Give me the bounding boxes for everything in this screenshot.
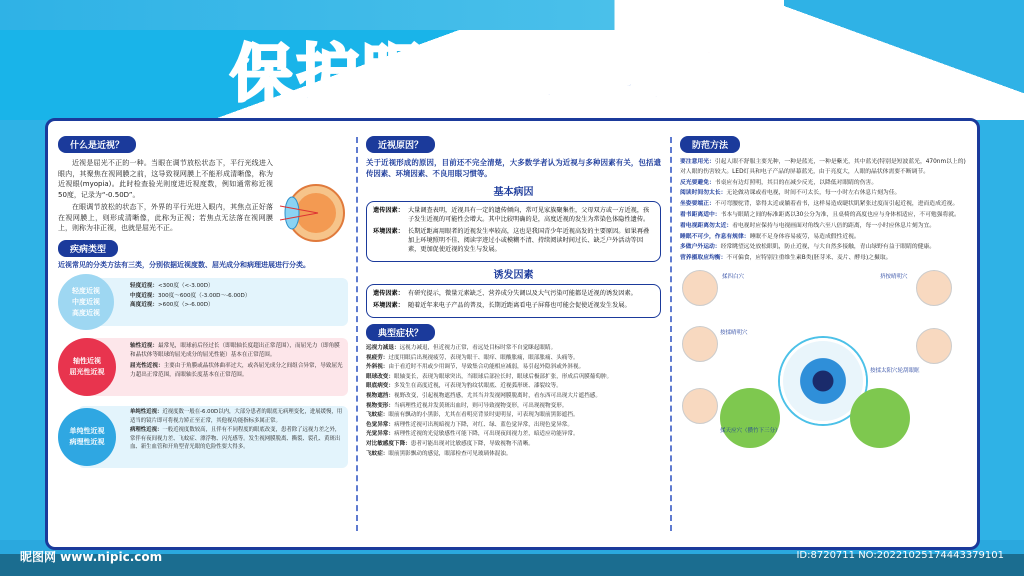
prevent-item	[680, 243, 970, 253]
symptom-item	[366, 430, 661, 440]
eye-icon	[278, 178, 348, 248]
symptom-name: 对比敏感度下降：	[366, 440, 411, 447]
basic-cause-item	[373, 227, 654, 254]
title-char: 护	[296, 37, 363, 110]
basic-cause-name: 环境因素：	[373, 228, 404, 235]
symptom-name: 飞蚊症：	[366, 412, 389, 419]
what-paragraph-2: 在眼调节放松的状态下，外界的平行光进入眼内，其焦点正好落在视网膜上，则形成清晰像，此称为正视；若焦点无法落在视网膜上，则称为非正视，也就是屈光不正。	[58, 203, 273, 232]
symptom-value: 病理性近视可出现暗视力下降，对红、绿、蓝色觉异常，出现色觉异常。	[393, 421, 573, 428]
induce-cause-box	[366, 284, 661, 318]
title-char: 保	[230, 37, 297, 110]
prevent-name: 营养摄取应均衡：	[680, 255, 727, 262]
symptom-name: 外斜视：	[366, 364, 389, 371]
exercise-person	[916, 270, 952, 306]
title-char: 近	[677, 37, 744, 110]
exercise-person	[682, 270, 718, 306]
prevent-value: 书本与眼睛之间的标准距离以30公分为准，且桌椅的高度也应与身体相适应，不可勉强将就。	[720, 211, 960, 218]
section-heading-cause: 近视原因？	[366, 136, 435, 153]
basic-cause-box	[366, 201, 661, 262]
prevent-value: 书桌应有边灯照明，其目的在减少反光，以降低对眼睛的伤害。	[714, 179, 878, 186]
symptom-value: 多发生在高度近视，可表现为豹纹状眼底、近视弧形斑、漆裂纹等。	[393, 383, 562, 390]
prevent-name: 反光要避免：	[680, 179, 715, 186]
exercise-label: 挤按晴明穴	[880, 273, 908, 280]
title-char: 防	[611, 37, 678, 110]
exercise-label: 按揉晴明穴	[720, 329, 748, 336]
degree-item-value: <300度（<-3.00D）	[157, 283, 214, 289]
symptom-item	[366, 402, 661, 412]
prevent-item	[680, 200, 970, 210]
induce-cause-item	[373, 289, 654, 298]
title-char: 预	[545, 37, 612, 110]
prevent-value: 不可偏食，应特别注重维生素B类(胚芽米、麦片、酵母)之摄取。	[726, 255, 892, 262]
section-heading-types: 疾病类型	[58, 240, 118, 257]
exercise-label: 揉四白穴	[722, 273, 745, 280]
illustration-tree	[850, 388, 910, 448]
title-char: 睛	[428, 37, 495, 110]
induce-cause-item	[373, 301, 654, 310]
eye-exercise-illustration	[680, 268, 970, 448]
prevent-item	[680, 211, 970, 221]
patho-item-name: 单纯性近视：	[130, 409, 163, 415]
symptom-value: 患者可能出现对比敏感度下降，导致视物不清晰。	[410, 440, 534, 447]
type-group-axial	[58, 336, 348, 398]
prevent-value: 看电视时应保持与电视画面对角线六至八倍的距离，每一小时应休息片刻为宜。	[732, 222, 936, 229]
degree-item	[130, 292, 344, 302]
patho-item	[130, 426, 344, 452]
basic-cause-item	[373, 206, 654, 224]
prevent-item	[680, 158, 970, 178]
prevent-item	[680, 254, 970, 264]
symptom-name: 视物变形：	[366, 402, 394, 409]
induce-cause-name: 环境因素：	[373, 302, 404, 309]
column-divider	[356, 137, 358, 531]
patho-item	[130, 408, 344, 425]
degree-label-circle: 轻度近视 中度近视 高度近视	[58, 274, 114, 330]
induce-cause-name: 遗传因素：	[373, 290, 404, 297]
prevent-name: 睡眠不可少，作息有规律：	[680, 233, 750, 240]
watermark-left: 昵图网 www.nipic.com	[20, 550, 163, 564]
symptom-value: 眼轴变长，表现为眼球突出，当眼球后部拉长时，眼球后极部扩张，形成后巩膜葡萄肿。	[393, 373, 613, 380]
symptom-item	[366, 392, 661, 402]
section-heading-prevent: 防范方法	[680, 136, 740, 153]
column-middle	[366, 133, 661, 537]
title-char: 视	[743, 37, 810, 110]
prevent-list	[680, 158, 970, 264]
prevent-value: 睡眠不足身体容易疲劳，易造成假性近视。	[749, 233, 860, 240]
patho-label-circle: 单纯性近视 病理性近视	[58, 408, 116, 466]
illustration-tree	[720, 388, 780, 448]
watermark-right: ID:8720711 NO:20221025174443379101	[796, 550, 1004, 561]
prevent-name: 要注意用光：	[680, 159, 715, 165]
symptom-name: 视疲劳：	[366, 354, 389, 361]
column-left	[58, 133, 348, 537]
prevent-name: 看电视距离勿太近：	[680, 222, 733, 229]
symptom-item	[366, 411, 661, 421]
exercise-label: 按揉太阳穴轮刮眼眶	[870, 367, 920, 374]
symptom-name: 远视力减退：	[366, 345, 400, 351]
exercise-person	[916, 328, 952, 364]
prevent-value: 无论做功课或看电视，时间不可太长，每一小时左右休息片刻为佳。	[726, 190, 901, 197]
cause-intro: 关于近视形成的原因，目前还不完全清楚，大多数学者认为近视与多种因素有关，包括遗传因素、环境因素、不良用眼习惯等。	[366, 158, 661, 178]
basic-cause-name: 遗传因素：	[373, 207, 404, 214]
prevent-value: 引起人眼不舒服主要光种，一种是蓝光，一种是紫光，其中蓝光(特别是短波蓝光，470nm以上的)对人眼的伤害较大。LED灯具和电子产品的屏幕蓝光，由于亮度大，人眼的晶状体需要不断调节。	[680, 159, 966, 175]
symptom-list	[366, 344, 661, 459]
patho-item-name: 病理性近视：	[130, 427, 163, 434]
section-heading-symptom: 典型症状？	[366, 324, 435, 341]
symptom-name: 眼底病变：	[366, 383, 394, 390]
types-intro: 近视常见的分类方法有三类，分别依据近视度数、屈光成分和病理进展进行分类。	[58, 260, 310, 269]
column-right	[680, 133, 970, 537]
symptom-value: 过度用眼后出现视疲劳，表现为眼干、眼痒、眼酸胀痛，眼部胀痛、头痛等。	[388, 354, 579, 361]
symptom-value: 眼前黑影飘动的感觉，眼部检查可见玻璃体混浊。	[388, 450, 512, 457]
axial-item-name: 轴性近视：	[130, 343, 158, 349]
symptom-item	[366, 344, 661, 354]
degree-item-name: 高度近视：	[130, 302, 158, 309]
axial-label-circle: 轴性近视 屈光性近视	[58, 338, 116, 396]
degree-item-value: 300度～600度（-3.00D～-6.00D）	[157, 292, 251, 299]
symptom-item	[366, 373, 661, 383]
symptom-value: 病理性近视的光觉敏感性可能下降，可出现夜间视力差，暗适应功能异常。	[393, 431, 579, 438]
axial-item-value: 最常见，眼球前后径过长（即眼轴长度超出正常范围），而屈光力（即角膜和晶状体等眼球的屈光成分的屈光性能）基本在正常范围。	[130, 343, 340, 358]
symptom-name: 视物遮挡：	[366, 392, 394, 399]
eye-diagram	[278, 178, 348, 248]
degree-item-value: >600度（>-6.00D）	[157, 302, 214, 309]
symptom-value: 由于看近时不用或少用调节，导致集合功能相应减弱，易引起外隐斜或外斜视。	[388, 364, 585, 371]
degree-item	[130, 301, 344, 311]
prevent-item	[680, 222, 970, 232]
induce-cause-value: 有研究提示，微量元素缺乏、营养成分失调以及大气污染可能都是近视的诱发因素。	[407, 290, 637, 297]
type-group-patho	[58, 404, 348, 470]
column-divider	[670, 137, 672, 531]
degree-item	[130, 282, 344, 292]
page-title	[160, 24, 880, 113]
symptom-value: 当病理性近视并发黄斑出血时，则可导致视物变形，可出现视物变形。	[393, 402, 568, 409]
prevent-item	[680, 233, 970, 243]
axial-item-value: 主要由于角膜或晶状体曲率过大，或各屈光成分之间组合异常，导致屈光力超出正常范围，而眼轴长度基本在正常范围。	[130, 363, 343, 378]
symptom-item	[366, 382, 661, 392]
symptom-value: 视野改变，引起视物遮挡感，尤其当并发视网膜脱离时，看东西可出现大片遮挡感。	[393, 392, 601, 399]
symptom-name: 光觉异常：	[366, 431, 394, 438]
symptom-item	[366, 354, 661, 364]
symptom-value: 远视力减退，但近视力正常，看远处目标时常不自觉眯起眼睛。	[399, 345, 557, 351]
axial-item-name: 屈光性近视：	[130, 363, 164, 369]
title-char: 眼	[362, 37, 429, 110]
symptom-name: 色觉异常：	[366, 421, 394, 428]
prevent-value: 不可弯腰驼背，靠得太近或躺着看书，这样易造成睫状肌紧张过度而引起近视，进而造成近视。	[714, 201, 959, 208]
symptom-item	[366, 363, 661, 373]
induce-cause-title: 诱发因素	[493, 270, 534, 281]
section-heading-what: 什么是近视？	[58, 136, 136, 153]
patho-item-value: 近视度数一般在-6.00D以内，大部分患者的眼底无病理变化，进展缓慢，用适当的镜片即可将视力矫正至正常，其他视功能指标多属正常。	[130, 409, 343, 424]
exercise-person	[682, 388, 718, 424]
prevent-name: 看书距离适中：	[680, 211, 721, 218]
symptom-item	[366, 450, 661, 460]
induce-cause-value: 随着近年来电子产品的普及，长期近距离看电子屏幕也可能会促使近视发生发展。	[407, 302, 631, 309]
degree-item-name: 中度近视：	[130, 292, 158, 299]
exercise-label: 揉天应穴（攒竹下三分）	[720, 427, 781, 434]
what-paragraph-1: 近视是屈光不正的一种。当眼在调节放松状态下，平行光线进入眼内，其聚焦在视网膜之前，这导致视网膜上不能形成清晰像，称为近视眼(myopia)。此时检查验光则度进近视度数，例如通常称近视50度，记录为“-0.50D”。	[58, 159, 273, 199]
axial-item	[130, 362, 344, 380]
patho-item-value: 一般近视度数较高，且伴有不同程度的眼底改变，患者除了远视力差之外，常伴有夜间视力差、飞蚊症、漂浮物、闪光感等。发生视网膜脱离、撕裂、裂孔、黄斑出血、新生血管和开角型青光眼的危险性要大得多。	[130, 427, 341, 451]
prevent-name: 阅读时间勿太长：	[680, 190, 727, 197]
symptom-name: 眼球改变：	[366, 373, 394, 380]
exercise-person	[682, 326, 718, 362]
basic-cause-value: 长期近距离用眼者的近视发生率较高，这也是我国青少年近视高发的主要原因。如果再叠加上环境照明不佳、阅读字迹过小或模糊不清、持续阅读时间过长、缺乏户外活动等因素，更加促使近视的发生与发展。	[407, 228, 650, 253]
basic-cause-value: 大量调查表明，近视具有一定的遗传倾向，常可见家族聚集性，父母双方或一方近视，孩子发生近视的可能性会增大。其中比较明确的是，高度近视的发生为常染色体隐性遗传。	[407, 207, 650, 223]
symptom-item	[366, 421, 661, 431]
prevent-item	[680, 179, 970, 189]
prevent-item	[680, 189, 970, 199]
symptom-item	[366, 440, 661, 450]
prevent-name: 坐姿要端正：	[680, 201, 715, 208]
basic-cause-title: 基本病因	[493, 187, 534, 198]
prevent-name: 多做户外运动：	[680, 244, 721, 251]
degree-item-name: 轻度近视：	[130, 283, 158, 289]
type-group-degree	[58, 274, 348, 330]
content-panel	[45, 118, 980, 550]
axial-item	[130, 342, 344, 360]
symptom-name: 飞蚊症：	[366, 450, 389, 457]
prevent-value: 经常眺望远处放松眼肌，防止近视，与大自然多接触，青山绿野有益于眼睛的健康。	[720, 244, 936, 251]
symptom-value: 眼前有飘动的小黑影，尤其在看明亮背景时更明显，可表现为眼前黑影遮挡。	[388, 412, 579, 419]
